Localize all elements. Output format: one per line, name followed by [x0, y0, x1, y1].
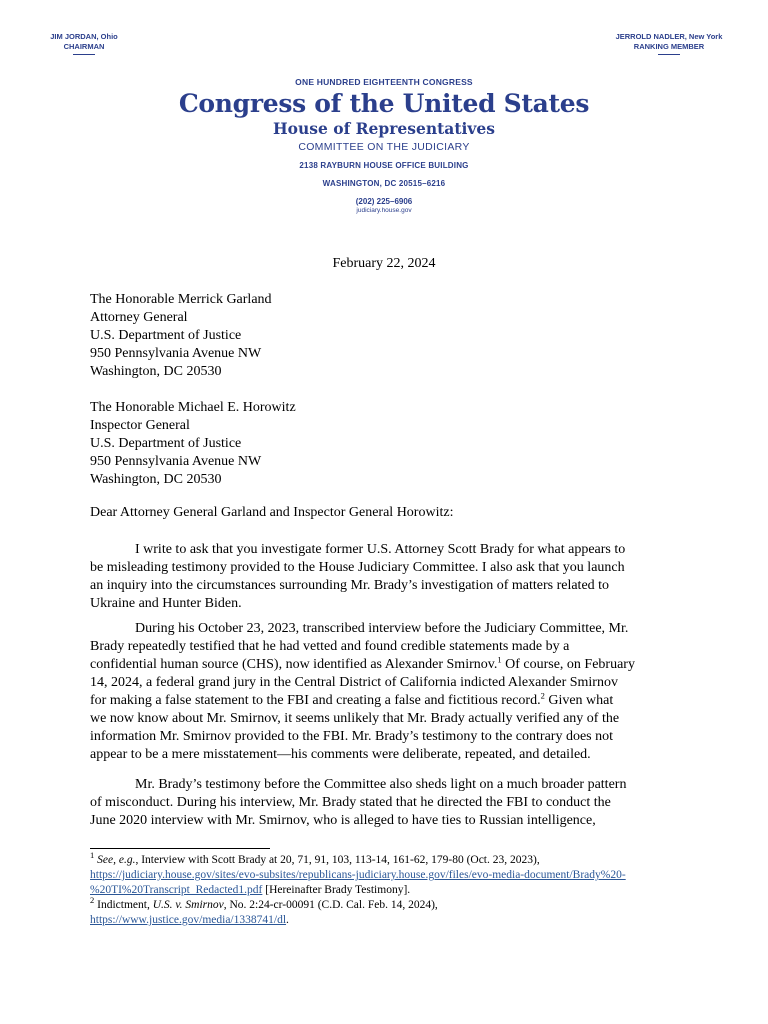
address-line: 950 Pennsylvania Avenue NW [90, 346, 262, 361]
footnote-number: 2 [90, 895, 95, 906]
text-line: Mr. Brady’s testimony before the Committee also sheds light on a much broader pattern [135, 777, 627, 792]
office-phone: (202) 225–6906 [355, 197, 413, 206]
address-line: Washington, DC 20530 [90, 364, 222, 379]
text-segment: confidential human source (CHS), now identified as Alexander Smirnov. [90, 657, 498, 672]
text-line: of misconduct. During his interview, Mr. Brady stated that he directed the FBI to conduct the [90, 795, 611, 810]
text-line [90, 656, 690, 674]
text-line: Ukraine and Hunter Biden. [90, 596, 242, 611]
text-line: information Mr. Smirnov provided to the FBI. Mr. Brady’s testimony to the contrary does not [90, 729, 614, 744]
text-line: I write to ask that you investigate former U.S. Attorney Scott Brady for what appears to [135, 542, 626, 557]
text-line: be misleading testimony provided to the House Judiciary Committee. I also ask that you launch [90, 560, 625, 575]
address-line: Attorney General [90, 310, 188, 325]
text-line: 14, 2024, a federal grand jury in the Central District of California indicted Alexander Smirnov [90, 675, 618, 690]
recipient-horowitz [90, 399, 296, 489]
congress-title: Congress of the United States [178, 89, 590, 118]
footnote-text: , No. 2:24-cr-00091 (C.D. Cal. Feb. 14, 2024), [223, 899, 438, 911]
office-address: 2138 RAYBURN HOUSE OFFICE BUILDING [299, 161, 469, 170]
text-line: Brady repeatedly testified that he had vetted and found credible statements made by a [90, 639, 570, 654]
footnote-text: , Interview with Scott Brady at 20, 71, 91, 103, 113-14, 161-62, 179-80 (Oct. 23, 2023), [135, 854, 540, 866]
letterhead [0, 77, 768, 214]
chairman-title: CHAIRMAN [63, 42, 105, 51]
ranking-member-title: RANKING MEMBER [633, 42, 705, 51]
ranking-member-name: JERROLD NADLER, New York [615, 32, 723, 41]
office-city: WASHINGTON, DC 20515–6216 [322, 179, 446, 188]
committee-website: judiciary.house.gov [356, 207, 412, 214]
ranking-member-block [610, 32, 728, 55]
footnote-divider [90, 848, 270, 849]
address-line: The Honorable Merrick Garland [90, 292, 272, 307]
body-paragraph-3 [90, 776, 690, 830]
house-title: House of Representatives [273, 119, 495, 138]
footnote-ref-1[interactable]: 1 [497, 654, 502, 665]
footnote-text: [Hereinafter Brady Testimony]. [262, 884, 411, 896]
footnote-1-link-line [90, 868, 690, 883]
text-segment: for making a false statement to the FBI and creating a false and fictitious record. [90, 693, 541, 708]
body-paragraph-2 [90, 620, 690, 764]
footnote-ref-2[interactable]: 2 [540, 690, 545, 701]
text-line [90, 692, 690, 710]
recipient-garland [90, 291, 272, 381]
text-segment: Of course, on February [501, 657, 635, 672]
address-line: U.S. Department of Justice [90, 436, 242, 451]
address-line: Washington, DC 20530 [90, 472, 222, 487]
brady-transcript-link-cont[interactable]: %20TI%20Transcript_Redacted1.pdf [90, 884, 263, 896]
address-line: Inspector General [90, 418, 190, 433]
footnote-1 [90, 850, 690, 868]
chairman-block [40, 32, 128, 55]
footnote-text: . [286, 914, 289, 926]
text-line: we now know about Mr. Smirnov, it seems unlikely that Mr. Brady actually verified any of the [90, 711, 620, 726]
letter-date: February 22, 2024 [332, 256, 436, 271]
brady-transcript-link[interactable]: https://judiciary.house.gov/sites/evo-subsites/republicans-judiciary.house.gov/files/evo-media-document/Brady%20- [90, 869, 626, 881]
text-line: appear to be a mere misstatement—his comments were deliberate, repeated, and detailed. [90, 747, 591, 762]
text-line: June 2020 interview with Mr. Smirnov, who is alleged to have ties to Russian intelligence, [90, 813, 596, 828]
chairman-name: JIM JORDAN, Ohio [50, 32, 118, 41]
footnote-signal: See, e.g. [97, 854, 136, 866]
address-line: 950 Pennsylvania Avenue NW [90, 454, 262, 469]
text-line: an inquiry into the circumstances surrounding Mr. Brady’s investigation of matters related to [90, 578, 610, 593]
footnote-1-link-line-2 [90, 883, 690, 898]
text-line: During his October 23, 2023, transcribed interview before the Judiciary Committee, Mr. [135, 621, 629, 636]
address-line: The Honorable Michael E. Horowitz [90, 400, 296, 415]
footnote-2-link-line [90, 913, 690, 928]
address-line: U.S. Department of Justice [90, 328, 242, 343]
salutation: Dear Attorney General Garland and Inspector General Horowitz: [90, 505, 454, 520]
footnote-text: Indictment, [94, 899, 153, 911]
footnotes [90, 850, 690, 928]
indictment-link[interactable]: https://www.justice.gov/media/1338741/dl [90, 914, 287, 926]
footnote-number: 1 [90, 850, 95, 861]
ranking-member-rule [658, 54, 680, 55]
footnote-2 [90, 895, 690, 913]
case-name: U.S. v. Smirnov [152, 899, 224, 911]
text-segment: Given what [544, 693, 614, 708]
congress-number: ONE HUNDRED EIGHTEENTH CONGRESS [295, 77, 473, 87]
committee-name: COMMITTEE ON THE JUDICIARY [298, 141, 470, 153]
chairman-rule [73, 54, 95, 55]
body-paragraph-1 [90, 541, 690, 613]
